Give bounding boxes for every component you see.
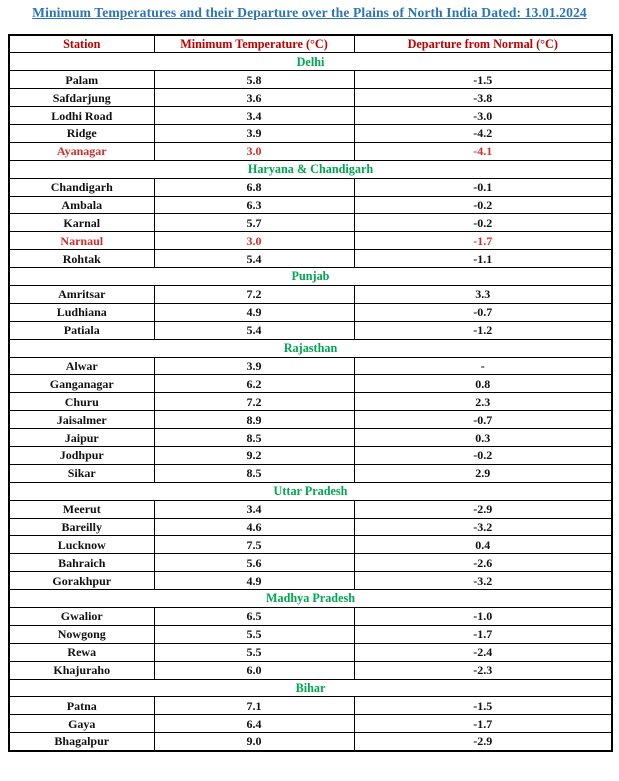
min-temp-value: 8.5 [154, 464, 354, 482]
station-name: Ganganagar [9, 375, 154, 393]
departure-value: -1.0 [354, 608, 612, 626]
station-row [9, 393, 612, 411]
table-header-row [9, 35, 612, 53]
departure-value: -0.2 [354, 196, 612, 214]
station-name: Nowgong [9, 625, 154, 643]
station-name: Ludhiana [9, 303, 154, 321]
min-temp-value: 9.0 [154, 733, 354, 751]
min-temp-value: 7.5 [154, 536, 354, 554]
station-name: Churu [9, 393, 154, 411]
departure-value: -4.2 [354, 124, 612, 142]
section-header-row [9, 590, 612, 608]
station-row [9, 214, 612, 232]
section-name: Rajasthan [9, 339, 612, 357]
departure-value: -1.5 [354, 697, 612, 715]
station-row [9, 572, 612, 590]
departure-value: 2.9 [354, 464, 612, 482]
departure-value: -1.5 [354, 71, 612, 89]
departure-value: -2.9 [354, 733, 612, 751]
station-name: Ridge [9, 124, 154, 142]
departure-value: -4.1 [354, 142, 612, 160]
station-row [9, 178, 612, 196]
station-name: Ayanagar [9, 142, 154, 160]
min-temp-value: 8.9 [154, 411, 354, 429]
station-name: Bhagalpur [9, 733, 154, 751]
section-header-row [9, 53, 612, 71]
section-header-row [9, 482, 612, 500]
station-row [9, 124, 612, 142]
station-name: Amritsar [9, 285, 154, 303]
min-temp-value: 5.4 [154, 321, 354, 339]
station-name: Sikar [9, 464, 154, 482]
station-name: Alwar [9, 357, 154, 375]
departure-value: 3.3 [354, 285, 612, 303]
departure-value: -0.7 [354, 411, 612, 429]
departure-value: -1.7 [354, 715, 612, 733]
station-name: Chandigarh [9, 178, 154, 196]
min-temp-value: 3.0 [154, 232, 354, 250]
station-name: Gaya [9, 715, 154, 733]
station-row [9, 107, 612, 125]
station-row [9, 357, 612, 375]
station-name: Lucknow [9, 536, 154, 554]
departure-value: 0.4 [354, 536, 612, 554]
station-name: Patna [9, 697, 154, 715]
station-name: Jodhpur [9, 446, 154, 464]
station-name: Rewa [9, 643, 154, 661]
station-name: Karnal [9, 214, 154, 232]
station-row [9, 142, 612, 160]
section-header-row [9, 679, 612, 697]
departure-value: -0.2 [354, 446, 612, 464]
station-row [9, 697, 612, 715]
station-row [9, 608, 612, 626]
departure-value: -1.7 [354, 625, 612, 643]
min-temp-value: 4.6 [154, 518, 354, 536]
min-temp-value: 3.9 [154, 357, 354, 375]
section-name: Uttar Pradesh [9, 482, 612, 500]
min-temp-value: 5.5 [154, 643, 354, 661]
station-row [9, 643, 612, 661]
station-row [9, 518, 612, 536]
section-name: Delhi [9, 53, 612, 71]
min-temp-value: 8.5 [154, 429, 354, 447]
station-row [9, 303, 612, 321]
station-row [9, 411, 612, 429]
station-row [9, 196, 612, 214]
min-temp-value: 3.0 [154, 142, 354, 160]
departure-value: -3.2 [354, 518, 612, 536]
departure-value: -1.2 [354, 321, 612, 339]
min-temp-value: 6.5 [154, 608, 354, 626]
station-row [9, 733, 612, 751]
station-row [9, 71, 612, 89]
station-row [9, 715, 612, 733]
departure-value: -1.7 [354, 232, 612, 250]
departure-value: -2.3 [354, 661, 612, 679]
station-name: Safdarjung [9, 89, 154, 107]
station-row [9, 536, 612, 554]
station-name: Rohtak [9, 250, 154, 268]
departure-value: -2.6 [354, 554, 612, 572]
column-header-station: Station [9, 35, 154, 53]
station-row [9, 232, 612, 250]
station-row [9, 321, 612, 339]
station-name: Meerut [9, 500, 154, 518]
station-name: Khajuraho [9, 661, 154, 679]
page-title: Minimum Temperatures and their Departure over the Plains of North India Dated: 13.01.2024 [32, 5, 587, 20]
departure-value: -0.1 [354, 178, 612, 196]
section-name: Haryana & Chandigarh [9, 160, 612, 178]
departure-value: -3.8 [354, 89, 612, 107]
min-temp-value: 3.4 [154, 107, 354, 125]
min-temp-value: 6.3 [154, 196, 354, 214]
station-name: Patiala [9, 321, 154, 339]
section-header-row [9, 339, 612, 357]
section-name: Bihar [9, 679, 612, 697]
station-row [9, 661, 612, 679]
departure-value: - [354, 357, 612, 375]
section-name: Punjab [9, 268, 612, 286]
min-temp-value: 7.2 [154, 285, 354, 303]
station-name: Lodhi Road [9, 107, 154, 125]
departure-value: -2.4 [354, 643, 612, 661]
station-row [9, 554, 612, 572]
station-name: Ambala [9, 196, 154, 214]
station-row [9, 625, 612, 643]
min-temp-value: 6.8 [154, 178, 354, 196]
min-temp-value: 5.7 [154, 214, 354, 232]
station-row [9, 446, 612, 464]
min-temp-value: 6.4 [154, 715, 354, 733]
departure-value: 0.3 [354, 429, 612, 447]
column-header-min-temp: Minimum Temperature (°C) [154, 35, 354, 53]
station-name: Jaipur [9, 429, 154, 447]
departure-value: -1.1 [354, 250, 612, 268]
min-temp-value: 5.6 [154, 554, 354, 572]
station-name: Gorakhpur [9, 572, 154, 590]
min-temp-value: 6.0 [154, 661, 354, 679]
min-temp-value: 7.1 [154, 697, 354, 715]
departure-value: -3.0 [354, 107, 612, 125]
station-name: Bareilly [9, 518, 154, 536]
departure-value: 0.8 [354, 375, 612, 393]
station-name: Gwalior [9, 608, 154, 626]
min-temp-value: 6.2 [154, 375, 354, 393]
station-row [9, 500, 612, 518]
min-temp-value: 5.4 [154, 250, 354, 268]
min-temp-value: 5.8 [154, 71, 354, 89]
station-row [9, 429, 612, 447]
station-row [9, 464, 612, 482]
min-temps-table [8, 34, 613, 752]
min-temp-value: 7.2 [154, 393, 354, 411]
min-temp-value: 5.5 [154, 625, 354, 643]
station-name: Jaisalmer [9, 411, 154, 429]
min-temp-value: 4.9 [154, 572, 354, 590]
section-header-row [9, 160, 612, 178]
departure-value: -3.2 [354, 572, 612, 590]
min-temp-value: 3.4 [154, 500, 354, 518]
station-name: Palam [9, 71, 154, 89]
departure-value: -0.7 [354, 303, 612, 321]
departure-value: -0.2 [354, 214, 612, 232]
min-temp-value: 3.9 [154, 124, 354, 142]
departure-value: 2.3 [354, 393, 612, 411]
column-header-departure: Departure from Normal (°C) [354, 35, 612, 53]
min-temp-value: 4.9 [154, 303, 354, 321]
station-row [9, 89, 612, 107]
station-name: Narnaul [9, 232, 154, 250]
section-header-row [9, 268, 612, 286]
temps-table-body [9, 53, 612, 751]
station-row [9, 375, 612, 393]
min-temp-value: 3.6 [154, 89, 354, 107]
min-temp-value: 9.2 [154, 446, 354, 464]
departure-value: -2.9 [354, 500, 612, 518]
station-row [9, 285, 612, 303]
station-name: Bahraich [9, 554, 154, 572]
section-name: Madhya Pradesh [9, 590, 612, 608]
station-row [9, 250, 612, 268]
